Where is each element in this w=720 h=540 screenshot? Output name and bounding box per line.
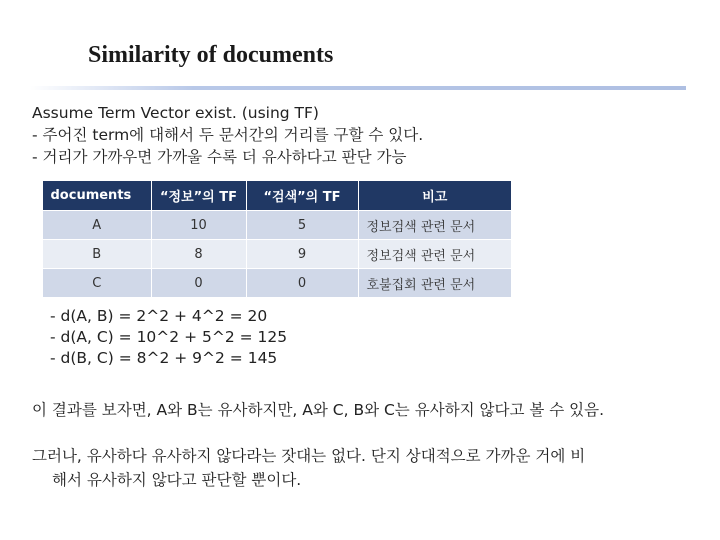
conclusion-line: 해서 유사하지 않다고 판단할 뿐이다. (52, 471, 302, 489)
cell-document: B (43, 240, 152, 269)
cell-tf-info: 8 (151, 240, 246, 269)
table-row (43, 211, 512, 240)
cell-note: 정보검색 관련 문서 (358, 211, 512, 240)
header-documents: documents (43, 181, 152, 211)
distance-line: - d(A, B) = 2^2 + 4^2 = 20 (50, 307, 268, 325)
header-note: 비고 (358, 181, 512, 211)
cell-tf-info: 10 (151, 211, 246, 240)
table-row (43, 269, 512, 298)
cell-document: A (43, 211, 152, 240)
intro-block (32, 102, 423, 168)
distance-line: - d(A, C) = 10^2 + 5^2 = 125 (50, 328, 288, 346)
cell-note: 호불집회 관련 문서 (358, 269, 512, 298)
table-row (43, 240, 512, 269)
cell-document: C (43, 269, 152, 298)
cell-tf-search: 9 (246, 240, 358, 269)
intro-line: Assume Term Vector exist. (using TF) (32, 104, 319, 122)
tf-table (42, 181, 512, 298)
cell-tf-search: 0 (246, 269, 358, 298)
conclusion-block (32, 444, 585, 492)
header-tf-info: “정보”의 TF (151, 181, 246, 211)
table-header-row (43, 181, 512, 211)
title-divider (30, 86, 686, 90)
cell-tf-search: 5 (246, 211, 358, 240)
distance-line: - d(B, C) = 8^2 + 9^2 = 145 (50, 349, 278, 367)
distance-list (50, 306, 287, 369)
header-tf-search: “검색”의 TF (246, 181, 358, 211)
intro-line: - 거리가 가까우면 가까울 수록 더 유사하다고 판단 가능 (32, 148, 407, 166)
result-text: 이 결과를 보자면, A와 B는 유사하지만, A와 C, B와 C는 유사하지 않다고 볼 수 있음. (32, 401, 605, 419)
cell-tf-info: 0 (151, 269, 246, 298)
conclusion-line: 그러나, 유사하다 유사하지 않다라는 잣대는 없다. 단지 상대적으로 가까운 거에 비 (32, 447, 586, 465)
intro-line: - 주어진 term에 대해서 두 문서간의 거리를 구할 수 있다. (32, 126, 424, 144)
cell-note: 정보검색 관련 문서 (358, 240, 512, 269)
slide-title: Similarity of documents (88, 42, 334, 68)
